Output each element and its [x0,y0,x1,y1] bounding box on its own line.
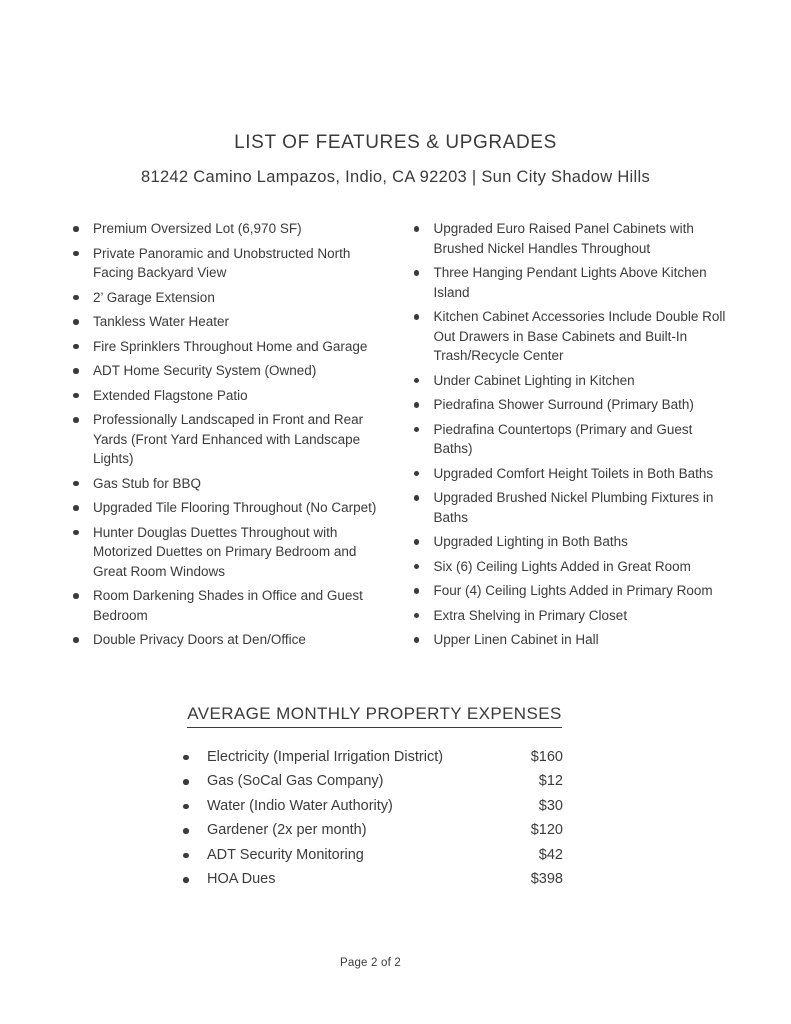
feature-item-text: ADT Home Security System (Owned) [93,363,317,378]
feature-item [70,586,393,625]
feature-item-text: Piedrafina Shower Surround (Primary Bath) [433,397,694,412]
bullet-icon [414,588,420,594]
feature-item [70,410,393,469]
expense-row [179,794,563,819]
expense-label: Electricity (Imperial Irrigation District) [207,748,444,765]
expenses-heading: AVERAGE MONTHLY PROPERTY EXPENSES [187,704,561,728]
bullet-icon [73,226,79,232]
feature-item-text: Professionally Landscaped in Front and Rear Yards (Front Yard Enhanced with Landscape Lights) [93,412,364,466]
feature-item [411,488,734,527]
feature-item-text: Upgraded Tile Flooring Throughout (No Carpet) [93,500,377,515]
bullet-icon [73,295,79,301]
feature-item-text: Gas Stub for BBQ [93,475,202,491]
feature-item-text: Extended Flagstone Patio [93,387,248,403]
bullet-icon [414,637,420,643]
bullet-icon [73,344,79,350]
feature-item-text: Under Cabinet Lighting in Kitchen [433,372,635,388]
bullet-icon [183,828,189,834]
expenses-table [179,745,563,892]
feature-item [411,630,734,650]
bullet-icon [414,539,420,545]
feature-item-text: Private Panoramic and Unobstructed North Facing Backyard View [93,245,351,280]
feature-item [70,523,393,582]
bullet-icon [414,402,420,408]
expense-amount: $398 [530,871,563,887]
feature-item [70,337,393,357]
feature-item-text: Upgraded Brushed Nickel Plumbing Fixtures in Baths [433,490,714,525]
expense-label: Water (Indio Water Authority) [207,797,393,814]
feature-item-text: Upper Linen Cabinet in Hall [433,632,599,647]
bullet-icon [73,593,79,599]
feature-item-text: Six (6) Ceiling Lights Added in Great Room [433,558,691,574]
bullet-icon [414,314,420,320]
features-column-right [411,219,734,655]
feature-item-text: Kitchen Cabinet Accessories Include Double Roll Out Drawers in Base Cabinets and Built-In Trash/Recycle Center [433,309,726,363]
feature-item-text: Piedrafina Countertops (Primary and Guest Baths) [433,421,693,456]
bullet-icon [414,495,420,501]
feature-item-text: Fire Sprinklers Throughout Home and Garage [93,338,368,354]
bullet-icon [414,471,420,477]
expense-amount: $30 [538,797,563,814]
bullet-icon [414,270,420,276]
feature-item-text: Four (4) Ceiling Lights Added in Primary Room [433,583,713,598]
property-address-subtitle: 81242 Camino Lampazos, Indio, CA 92203 | Sun City Shadow Hills [141,168,650,186]
feature-item-text: Three Hanging Pendant Lights Above Kitchen Island [433,265,707,300]
expense-row [179,843,563,868]
page-number-footer: Page 2 of 2 [339,957,402,969]
feature-item [70,288,393,308]
bullet-icon [414,378,420,384]
expense-label: Gardener (2x per month) [207,822,367,838]
bullet-icon [183,779,189,785]
expense-label: ADT Security Monitoring [207,846,364,863]
bullet-icon [73,505,79,511]
feature-item-text: Upgraded Euro Raised Panel Cabinets with Brushed Nickel Handles Throughout [433,221,694,256]
bullet-icon [183,755,189,761]
feature-item [411,606,734,626]
bullet-icon [183,804,189,810]
feature-item-text: 2’ Garage Extension [93,289,215,305]
feature-item [70,244,393,283]
feature-item [411,557,734,577]
features-column-left [70,219,393,655]
feature-item [411,307,734,366]
expense-amount: $120 [530,822,563,838]
expenses-section [0,704,791,892]
bullet-icon [73,417,79,423]
feature-item [411,420,734,459]
feature-item [70,312,393,332]
feature-item [70,361,393,381]
bullet-icon [73,368,79,374]
feature-item-text: Tankless Water Heater [93,314,230,329]
bullet-icon [414,427,420,433]
feature-item-text: Room Darkening Shades in Office and Guest Bedroom [93,588,363,623]
feature-item-text: Hunter Douglas Duettes Throughout with Motorized Duettes on Primary Bedroom and Great Room Windows [93,524,357,579]
bullet-icon [73,530,79,536]
bullet-icon [414,564,420,570]
feature-item [411,395,734,415]
expense-label: Gas (SoCal Gas Company) [207,773,384,789]
feature-item [411,263,734,302]
feature-item [70,219,393,239]
feature-item-text: Premium Oversized Lot (6,970 SF) [93,221,302,236]
features-section [70,219,733,655]
feature-item [411,532,734,552]
bullet-icon [414,613,420,619]
expense-amount: $160 [530,748,563,765]
bullet-icon [73,481,79,487]
document-header [0,0,791,188]
bullet-icon [73,637,79,643]
expense-label: HOA Dues [207,871,276,887]
feature-item [411,371,734,391]
feature-item-text: Double Privacy Doors at Den/Office [93,632,306,647]
feature-item [70,498,393,518]
bullet-icon [183,853,189,859]
feature-item [411,219,734,258]
expense-amount: $12 [538,773,563,789]
feature-item [411,464,734,484]
bullet-icon [183,877,189,883]
expense-row [179,867,563,892]
expense-row [179,745,563,770]
feature-item [70,630,393,650]
feature-item [70,474,393,494]
bullet-icon [73,319,79,325]
feature-item-text: Extra Shelving in Primary Closet [433,607,628,623]
page-title: LIST OF FEATURES & UPGRADES [234,132,557,153]
expense-row [179,818,563,843]
feature-item [70,386,393,406]
bullet-icon [73,251,79,257]
expense-amount: $42 [538,846,563,863]
expense-row [179,769,563,794]
bullet-icon [73,393,79,399]
bullet-icon [414,226,420,232]
feature-item [411,581,734,601]
feature-item-text: Upgraded Lighting in Both Baths [433,534,628,549]
feature-item-text: Upgraded Comfort Height Toilets in Both Baths [433,465,714,481]
